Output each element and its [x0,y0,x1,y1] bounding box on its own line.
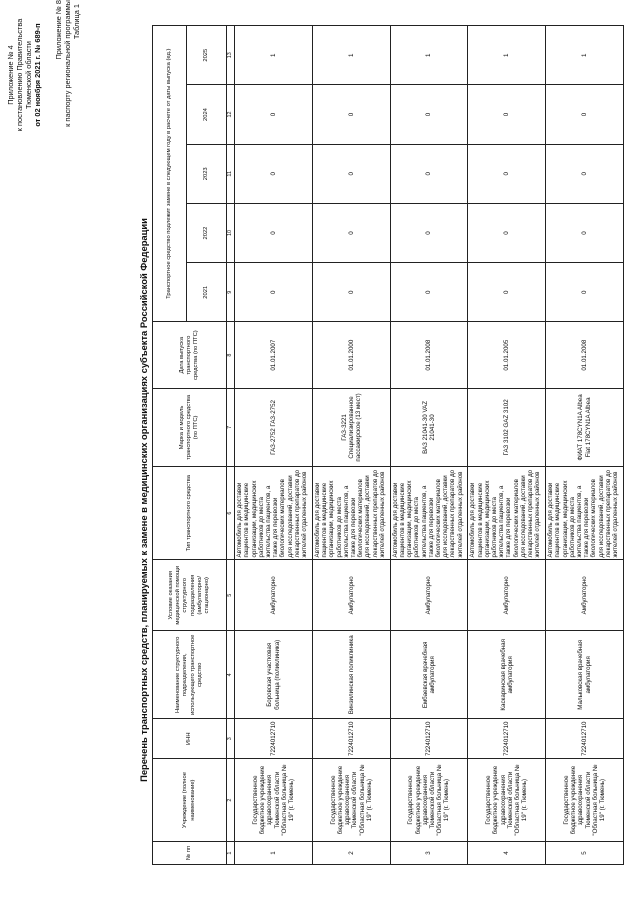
row-vehicle-type: Автомобиль для доставки пациентов в медицинские организации, медицинских работников до места жительства пациентов, а также для перевозки биологических материалов для исследований, доставки лекарственных препаратов до жителей отдаленных районов [468,466,546,560]
row-inn: 7224012710 [235,719,313,759]
col-year: 2023 [187,144,227,203]
column-number: 12 [227,85,235,144]
row-institution: Государственное бюджетное учреждение здравоохранения Тюменской области "Областная больница № 19" (г. Тюмень) [468,758,546,841]
document-title: Перечень транспортных средств, планируемых к замене в медицинских организациях субъекта Российской Федерации [138,218,149,782]
row-release-date: 01.01.2008 [546,322,624,389]
row-model: ВАЗ 21041-30 VAZ 21041-30 [390,388,468,466]
col-year: 2021 [187,263,227,322]
column-number: 8 [227,322,235,389]
row-conditions: Амбулаторно [312,560,390,631]
row-num: 4 [468,842,546,865]
column-number-row [227,26,235,865]
col-year: 2022 [187,203,227,262]
row-institution: Государственное бюджетное учреждение здравоохранения Тюменской области "Областная больница № 19" (г. Тюмень) [546,758,624,841]
row-model: ГАЗ-3221 Специализированное пассажирское (13 мест) [312,388,390,466]
row-vehicle-type: Автомобиль для доставки пациентов в медицинские организации, медицинских работников до места жительства пациентов, а также для перевозки биологических материалов для исследований, доставки лекарственных препаратов до жителей отдаленных районов [546,466,624,560]
row-institution: Государственное бюджетное учреждение здравоохранения Тюменской области "Областная больница № 19" (г. Тюмень) [235,758,313,841]
row-value: 0 [390,85,468,144]
row-value: 1 [546,26,624,85]
row-value: 0 [235,85,313,144]
table-row [546,26,624,865]
table-row [235,26,313,865]
row-release-date: 01.01.2008 [390,322,468,389]
appendix-ref: к постановлению Правительства [15,18,24,132]
table-row [390,26,468,865]
column-number: 6 [227,466,235,560]
table-row [468,26,546,865]
appendix-date: от 02 ноября 2021 г. № 689-п [33,23,42,127]
row-institution: Государственное бюджетное учреждение здравоохранения Тюменской области "Областная больница № 19" (г. Тюмень) [390,758,468,841]
column-number: 13 [227,26,235,85]
col-inn: ИНН [153,719,227,759]
column-number: 5 [227,560,235,631]
row-value: 0 [468,263,546,322]
row-unit: Винзилинская поликлиника [312,631,390,719]
row-num: 5 [546,842,624,865]
row-release-date: 01.01.2007 [235,322,313,389]
row-value: 0 [312,85,390,144]
row-conditions: Амбулаторно [546,560,624,631]
row-vehicle-type: Автомобиль для доставки пациентов в медицинские организации, медицинских работников до места жительства пациентов, а также для перевозки биологических материалов для исследований, доставки лекарственных препаратов до жителей отдаленных районов [235,466,313,560]
table-number: Таблица 1 [72,4,81,40]
row-value: 0 [468,203,546,262]
table-row [312,26,390,865]
header-row [153,26,187,865]
row-vehicle-type: Автомобиль для доставки пациентов в медицинские организации, медицинских работников до места жительства пациентов, а также для перевозки биологических материалов для исследований, доставки лекарственных препаратов до жителей отдаленных районов [312,466,390,560]
row-value: 1 [468,26,546,85]
row-value: 0 [312,263,390,322]
col-year: 2025 [187,26,227,85]
col-release-date: Дата выпуска транспортного средства (по ПТС) [153,322,227,389]
row-value: 0 [312,144,390,203]
appendix-region: Тюменской области [24,41,33,109]
program-header [54,0,81,150]
row-unit: Боровская участковая больница (поликлиника) [235,631,313,719]
row-inn: 7224012710 [312,719,390,759]
row-num: 1 [235,842,313,865]
row-release-date: 01.01.2005 [468,322,546,389]
col-year: 2024 [187,85,227,144]
row-model: ГАЗ-2752 ГАЗ-2752 [235,388,313,466]
row-inn: 7224012710 [390,719,468,759]
row-value: 0 [390,203,468,262]
col-institution: Учреждение (полное наименование) [153,758,227,841]
row-value: 0 [546,263,624,322]
appendix-number: Приложение № 4 [6,45,15,105]
column-number: 7 [227,388,235,466]
col-vehicle-type: Тип транспортного средства [153,466,227,560]
row-value: 0 [546,144,624,203]
row-value: 1 [235,26,313,85]
row-conditions: Амбулаторно [390,560,468,631]
row-num: 3 [390,842,468,865]
column-number: 11 [227,144,235,203]
row-value: 0 [546,203,624,262]
row-vehicle-type: Автомобиль для доставки пациентов в медицинские организации, медицинских работников до места жительства пациентов, а также для перевозки биологических материалов для исследований, доставки лекарственных препаратов до жителей отдаленных районов [390,466,468,560]
row-value: 0 [235,203,313,262]
column-number: 1 [227,842,235,865]
row-value: 0 [235,263,313,322]
col-num: № пп [153,842,227,865]
program-appendix-ref: к паспорту региональной программы [63,0,72,127]
row-value: 0 [546,85,624,144]
column-number: 10 [227,203,235,262]
row-value: 0 [468,85,546,144]
row-value: 0 [235,144,313,203]
row-conditions: Амбулаторно [468,560,546,631]
row-value: 0 [312,203,390,262]
row-value: 1 [312,26,390,85]
vehicle-table [152,25,624,865]
row-model: ФИАТ 178CYN1A Albea Fiat 178CYN1A Albea [546,388,624,466]
row-inn: 7224012710 [546,719,624,759]
row-release-date: 01.01.2000 [312,322,390,389]
row-num: 2 [312,842,390,865]
row-value: 1 [390,26,468,85]
col-model: Марка и модель транспортного средства (по ПТС) [153,388,227,466]
row-value: 0 [390,144,468,203]
row-value: 0 [390,263,468,322]
row-value: 0 [468,144,546,203]
row-conditions: Амбулаторно [235,560,313,631]
col-conditions: Условие оказания медицинской помощи структурного подразделения (амбулаторно/ стационарно) [153,560,227,631]
column-number: 3 [227,719,235,759]
column-number: 9 [227,263,235,322]
column-number: 2 [227,758,235,841]
row-unit: Ембаевская врачебная амбулатория [390,631,468,719]
appendix-header [6,10,42,140]
row-unit: Мальковская врачебная амбулатория [546,631,624,719]
col-unit: Наименование структурного подразделения, использующего транспортное средство [153,631,227,719]
program-appendix-number: Приложение № 8 [54,0,63,60]
col-replacement-group: Транспортное средство подлежит замене в следующем году в расчете от даты выпуска (ед.) [153,26,187,322]
row-model: ГАЗ 3102 GAZ 3102 [468,388,546,466]
row-unit: Каскаринская врачебная амбулатория [468,631,546,719]
row-institution: Государственное бюджетное учреждение здравоохранения Тюменской области "Областная больница № 19" (г. Тюмень) [312,758,390,841]
column-number: 4 [227,631,235,719]
row-inn: 7224012710 [468,719,546,759]
